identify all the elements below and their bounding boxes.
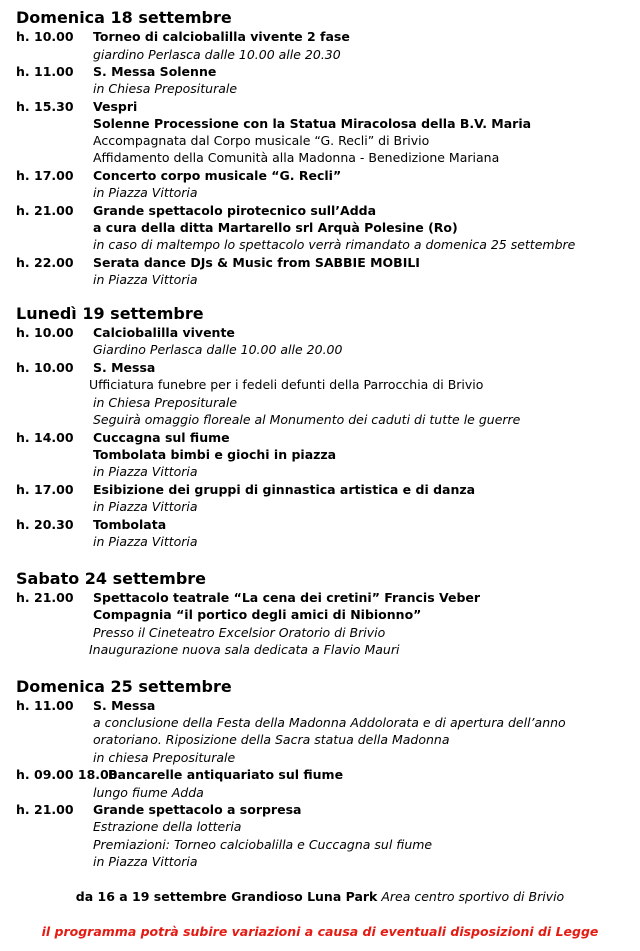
program-entry [0,167,640,185]
entry-time: h. 17.00 [16,168,74,183]
program-entry [0,697,640,715]
entry-title: Spettacolo teatrale “La cena dei cretini” Francis Veber [93,590,481,605]
program-entry [0,98,640,116]
entry-title: Compagnia “il portico degli amici di Nibionno” [93,607,422,622]
entry-title: S. Messa [93,360,156,375]
entry-title: S. Messa Solenne [93,64,217,79]
entry-time: h. 10.00 [16,29,74,44]
entry-time: h. 15.30 [16,99,74,114]
entry-time: h. 14.00 [16,430,74,445]
entry-location: in Piazza Vittoria [93,464,198,479]
entry-title: Bancarelle antiquariato sul fiume [108,767,344,782]
entry-detail: Seguirà omaggio floreale al Monumento dei caduti di tutte le guerre [93,412,521,427]
day-title: Sabato 24 settembre [16,569,207,588]
entry-time: h. 09.00 18.00 [16,767,118,782]
entry-detail: oratoriano. Riposizione della Sacra statua della Madonna [93,732,450,747]
program-entry [0,63,640,81]
entry-detail: a conclusione della Festa della Madonna Addolorata e di apertura dell’anno [93,715,566,730]
entry-time: h. 11.00 [16,698,74,713]
entry-detail: Inaugurazione nuova sala dedicata a Flavio Mauri [89,642,400,657]
entry-location: lungo fiume Adda [93,785,204,800]
entry-detail: Affidamento della Comunità alla Madonna - Benedizione Mariana [93,150,500,165]
entry-location: in Piazza Vittoria [93,534,198,549]
entry-detail: Accompagnata dal Corpo musicale “G. Recli” di Brivio [93,133,430,148]
entry-location: in Piazza Vittoria [93,185,198,200]
program-entry [0,202,640,220]
entry-title: Calciobalilla vivente [93,325,235,340]
entry-time: h. 22.00 [16,255,74,270]
entry-title: Grande spettacolo a sorpresa [93,802,302,817]
entry-detail: in caso di maltempo lo spettacolo verrà rimandato a domenica 25 settembre [93,237,576,252]
day-title: Lunedì 19 settembre [16,304,204,323]
entry-title: S. Messa [93,698,156,713]
entry-title: Vespri [93,99,138,114]
entry-time: h. 21.00 [16,203,74,218]
day-title: Domenica 25 settembre [16,677,232,696]
day-title: Domenica 18 settembre [16,8,232,27]
entry-detail: Ufficiatura funebre per i fedeli defunti della Parrocchia di Brivio [89,377,484,392]
entry-title: Concerto corpo musicale “G. Recli” [93,168,342,183]
luna-park-title: da 16 a 19 settembre Grandioso Luna Park [75,889,378,904]
entry-time: h. 21.00 [16,802,74,817]
program-entry [0,324,640,342]
entry-time: h. 10.00 [16,360,74,375]
entry-title: Esibizione dei gruppi di ginnastica artistica e di danza [93,482,476,497]
entry-detail: Giardino Perlasca dalle 10.00 alle 20.00 [93,342,343,357]
entry-location: in Chiesa Prepositurale [93,81,238,96]
program-entry [0,254,640,272]
entry-title: Tombolata [93,517,167,532]
entry-title: a cura della ditta Martarello srl Arquà Polesine (Ro) [93,220,458,235]
program-entry [0,359,640,377]
entry-time: h. 11.00 [16,64,74,79]
entry-detail: Premiazioni: Torneo calciobalilla e Cuccagna sul fiume [93,837,433,852]
entry-time: h. 20.30 [16,517,74,532]
entry-title: Grande spettacolo pirotecnico sull’Adda [93,203,377,218]
entry-detail: giardino Perlasca dalle 10.00 alle 20.30 [93,47,341,62]
program-entry [0,801,640,819]
entry-time: h. 21.00 [16,590,74,605]
program-entry [0,516,640,534]
entry-location: in Piazza Vittoria [93,854,198,869]
entry-location: in chiesa Prepositurale [93,750,236,765]
entry-location: Presso il Cineteatro Excelsior Oratorio di Brivio [93,625,386,640]
entry-title: Torneo di calciobalilla vivente 2 fase [93,29,350,44]
program-entry [0,429,640,447]
program-entry [0,28,640,46]
entry-location: in Chiesa Prepositurale [93,395,238,410]
entry-location: in Piazza Vittoria [93,272,198,287]
entry-title: Serata dance DJs & Music from SABBIE MOBILI [93,255,420,270]
entry-detail: Estrazione della lotteria [93,819,242,834]
program-entry [0,589,640,607]
program-change-warning: il programma potrà subire variazioni a causa di eventuali disposizioni di Legge [41,924,599,939]
entry-time: h. 17.00 [16,482,74,497]
entry-time: h. 10.00 [16,325,74,340]
entry-title: Solenne Processione con la Statua Miracolosa della B.V. Maria [93,116,532,131]
entry-location: in Piazza Vittoria [93,499,198,514]
entry-title: Tombolata bimbi e giochi in piazza [93,447,337,462]
luna-park-location: Area centro sportivo di Brivio [377,889,565,904]
entry-title: Cuccagna sul fiume [93,430,230,445]
luna-park-note [0,888,640,906]
program-entry [0,481,640,499]
program-entry [0,766,640,784]
